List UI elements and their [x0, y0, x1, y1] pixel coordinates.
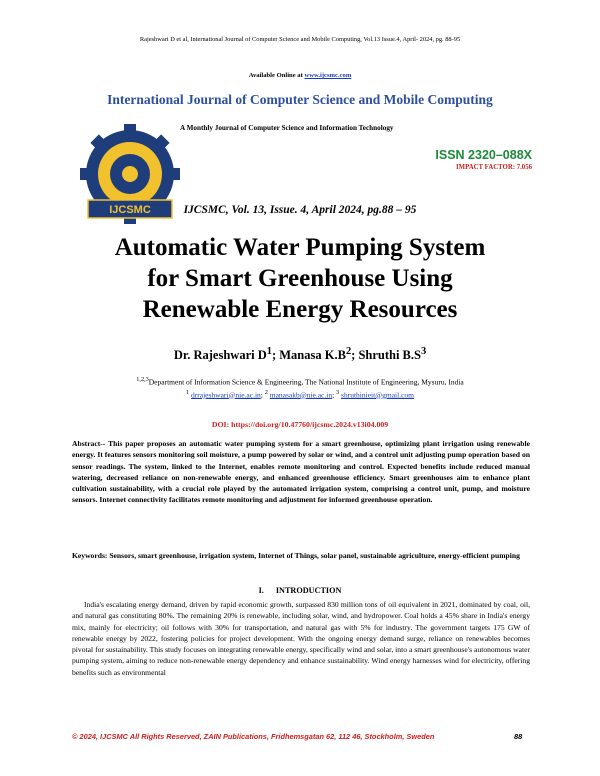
affiliation [0, 375, 600, 388]
keywords: Keywords: Sensors, smart greenhouse, irrigation system, Internet of Things, solar panel, sustainable agriculture, energy-efficient pumping [72, 551, 520, 560]
title-line: Renewable Energy Resources [142, 296, 458, 323]
affiliation-sup: 1,2,3 [136, 376, 149, 383]
doi-link[interactable]: DOI: https://doi.org/10.47760/ijcsmc.2024.v13i04.009 [211, 420, 389, 429]
author-sup: 2 [345, 346, 352, 357]
title-line: Automatic Water Pumping System [114, 234, 486, 261]
affiliation-text: Department of Information Science & Engineering, The National Institute of Engineering, Mysuru, India [148, 377, 464, 387]
available-online [0, 72, 600, 79]
author-sup: 3 [420, 346, 427, 357]
citation-line: IJCSMC, Vol. 13, Issue. 4, April 2024, pg.88 – 95 [183, 204, 417, 216]
page-number: 88 [514, 732, 523, 741]
affiliation-block [0, 375, 600, 400]
email-separator: ; [332, 390, 337, 399]
title-line: for Smart Greenhouse Using [147, 265, 453, 292]
email-link[interactable]: manasakb@nie.ac.in [269, 390, 333, 399]
journal-website-link[interactable]: www.ijcsmc.com [304, 72, 352, 79]
logo-text: IJCSMC [109, 204, 151, 216]
author-name: Shruthi B.S [358, 348, 421, 363]
impact-factor: IMPACT FACTOR: 7.056 [456, 164, 532, 171]
section-number: I. [258, 586, 264, 595]
footer-copyright: © 2024, IJCSMC All Rights Reserved, ZAIN Publications, Fridhemsgatan 62, 112 46, Stockholm, Sweden [72, 732, 435, 741]
section-title: INTRODUCTION [275, 586, 342, 595]
email-separator: ; [260, 390, 265, 399]
journal-name: International Journal of Computer Science and Mobile Computing [107, 92, 493, 107]
introduction-paragraph: India's escalating energy demand, driven by rapid economic growth, surpassed 830 million tons of oil equivalent in 2021, dominated by coal, oil, and natural gas constituting 80%. The remaining 20% is renewable, including solar, wind, and hydropower. Coal holds a 45% share in India's energy mix, mainly for electricity; oil follows with 30% for transportation, and natural gas with 5% for industry. The government targets 175 GW of renewable energy by 2022, fostering policies for project development. With the ongoing energy demand surge, reliance on renewables becomes pivotal for sustainability. This study focuses on integrating renewable energy, specifically wind and solar, into a smart greenhouse's autonomous water pumping system, aiming to reduce non-renewable energy dependency and enhance sustainability. Wind energy harnesses wind for electricity, offering benefits such as environmental [72, 600, 530, 677]
section-heading [0, 586, 600, 595]
email-link[interactable]: shruthinieit@gmail.com [341, 390, 414, 399]
ijcsmc-logo [70, 118, 190, 238]
author-separator: ; [351, 348, 359, 363]
author-sup: 1 [266, 346, 272, 357]
paper-title [60, 232, 540, 325]
issn-label: ISSN 2320–088X [435, 148, 532, 162]
author-name: Dr. Rajeshwari D [173, 348, 267, 363]
author-separator: ; [271, 348, 280, 363]
author-name: Manasa K.B [279, 348, 346, 363]
abstract: Abstract-- This paper proposes an automatic water pumping system for a smart greenhouse, optimizing plant irrigation using renewable energy. It features sensors monitoring soil moisture, a pump powered by solar or wind, and a control unit adjusting pump operation based on sensor readings. The system, linked to the Internet, enables remote monitoring and control. Expected benefits include reduced manual watering, decreased reliance on non-renewable energy, and enhanced greenhouse efficiency. Smart greenhouses aim to enhance plant cultivation sustainability, with a crucial role played by the automated irrigation system, comprising a control unit, pump, and moisture sensors. Internet connectivity facilitates remote monitoring and adjustment for informed greenhouse operation. [72, 439, 530, 505]
journal-subtitle: A Monthly Journal of Computer Science and Information Technology [180, 124, 394, 132]
available-online-label: Available Online at [248, 72, 305, 79]
email-sup: 2 [264, 388, 268, 396]
email-sup: 3 [336, 388, 340, 396]
email-sup: 1 [186, 388, 190, 396]
email-link[interactable]: drrajeshwari@nie.ac.in [191, 390, 261, 399]
running-head: Rajeshwari D et al, International Journal of Computer Science and Mobile Computing, Vol.13 Issue.4, April- 2024, pg. 88-95 [139, 36, 461, 43]
email-list [0, 388, 600, 401]
author-list [0, 346, 600, 363]
